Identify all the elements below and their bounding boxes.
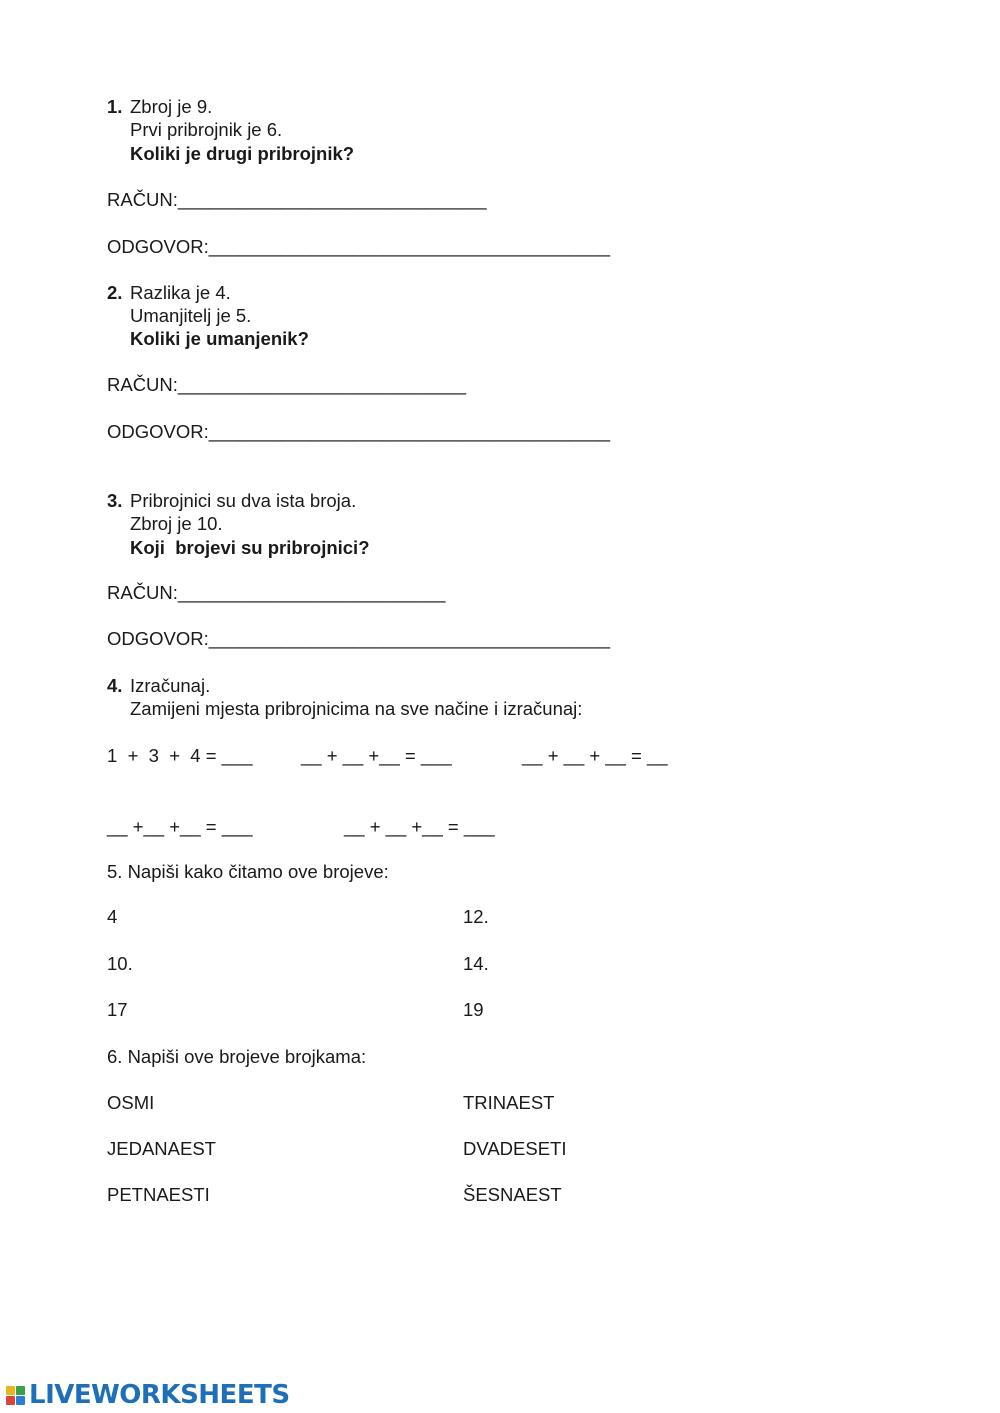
- liveworksheets-brand: LIVEWORKSHEETS: [29, 1380, 290, 1410]
- task-4-line-2: Zamijeni mjesta pribrojnicima na sve načine i izračunaj:: [130, 698, 583, 719]
- task-1-line-2: Prvi pribrojnik je 6.: [130, 119, 283, 140]
- task-6-title: 6. Napiši ove brojeve brojkama:: [107, 1046, 367, 1067]
- task-2-odgovor-line[interactable]: ODGOVOR:_______________________________________: [107, 421, 611, 442]
- task-3-question: Koji brojevi su pribrojnici?: [130, 537, 370, 558]
- task-5-number-right-3: 19: [463, 999, 484, 1020]
- task-6-word-left-1: OSMI: [107, 1092, 155, 1113]
- task-5-number-left-2: 10.: [107, 953, 133, 974]
- task-3-line-1: Pribrojnici su dva ista broja.: [130, 490, 357, 511]
- task-4-equation-3[interactable]: __ + __ + __ = __: [522, 745, 668, 766]
- task-6-word-left-2: JEDANAEST: [107, 1138, 216, 1159]
- task-1-odgovor-line[interactable]: ODGOVOR:_______________________________________: [107, 236, 611, 257]
- task-4-equation-2[interactable]: __ + __ +__ = ___: [301, 745, 452, 766]
- task-2-number: 2.: [107, 282, 123, 303]
- task-1-question: Koliki je drugi pribrojnik?: [130, 143, 355, 164]
- task-5-number-left-3: 17: [107, 999, 128, 1020]
- liveworksheets-mark-icon: [6, 1386, 25, 1405]
- task-5-title: 5. Napiši kako čitamo ove brojeve:: [107, 861, 389, 882]
- task-4-line-1: Izračunaj.: [130, 675, 211, 696]
- logo-square-1: [6, 1386, 15, 1395]
- task-3-number: 3.: [107, 490, 123, 511]
- task-5-number-right-2: 14.: [463, 953, 489, 974]
- task-3-odgovor-line[interactable]: ODGOVOR:_______________________________________: [107, 628, 611, 649]
- logo-square-2: [16, 1386, 25, 1395]
- task-3-line-2: Zbroj je 10.: [130, 513, 223, 534]
- task-4-equation-4[interactable]: __ +__ +__ = ___: [107, 816, 253, 837]
- task-4-equation-1[interactable]: 1 + 3 + 4 = ___: [107, 745, 253, 766]
- task-6-word-right-1: TRINAEST: [463, 1092, 555, 1113]
- logo-square-4: [16, 1396, 25, 1405]
- task-2-racun-line[interactable]: RAČUN:____________________________: [107, 374, 467, 395]
- task-6-word-right-3: ŠESNAEST: [463, 1184, 562, 1205]
- logo-square-3: [6, 1396, 15, 1405]
- task-6-word-left-3: PETNAESTI: [107, 1184, 210, 1205]
- task-5-number-right-1: 12.: [463, 906, 489, 927]
- task-4-equation-5[interactable]: __ + __ +__ = ___: [344, 816, 495, 837]
- task-6-word-right-2: DVADESETI: [463, 1138, 567, 1159]
- task-4-number: 4.: [107, 675, 123, 696]
- task-5-number-left-1: 4: [107, 906, 118, 927]
- task-2-line-1: Razlika je 4.: [130, 282, 231, 303]
- task-2-line-2: Umanjitelj je 5.: [130, 305, 252, 326]
- task-1-number: 1.: [107, 96, 123, 117]
- liveworksheets-logo[interactable]: [6, 1380, 290, 1410]
- task-3-racun-line[interactable]: RAČUN:__________________________: [107, 582, 446, 603]
- task-2-question: Koliki je umanjenik?: [130, 328, 309, 349]
- task-1-racun-line[interactable]: RAČUN:______________________________: [107, 189, 487, 210]
- task-1-line-1: Zbroj je 9.: [130, 96, 213, 117]
